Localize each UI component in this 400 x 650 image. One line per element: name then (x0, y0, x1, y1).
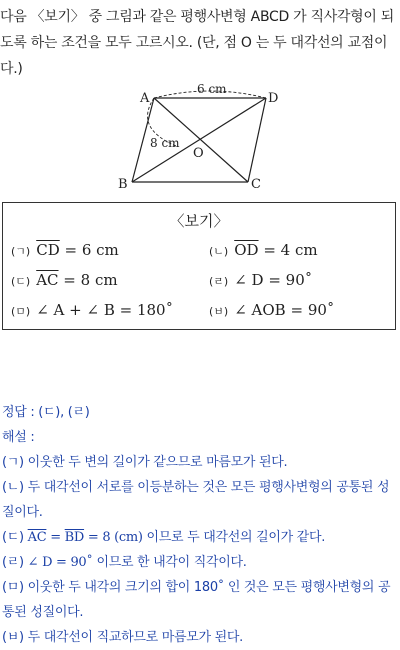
option-6-mark: (ㅂ) (209, 305, 229, 318)
explanation-4 (2, 550, 398, 575)
explanation-4-math: ∠ D = 90˚ (27, 555, 93, 570)
options-box (2, 202, 396, 330)
explanation-5a: (ㅁ) 이웃한 두 내각의 크기의 합이 180˚ 인 것은 모든 평행사변형의 공 (2, 580, 391, 595)
option-5 (11, 301, 173, 319)
option-5-mark: (ㅁ) (11, 305, 31, 318)
option-1-segment: $\overline{CD}$ (36, 241, 60, 259)
label-d: D (268, 91, 279, 106)
side-dc (248, 98, 266, 182)
explanation-3-mark: (ㄷ) (2, 530, 24, 545)
explanation-1: (ㄱ) 이웃한 두 변의 길이가 같으므로 마름모가 된다. (2, 455, 288, 470)
option-2-segment: $\overline{OD}$ (234, 241, 259, 259)
option-2 (209, 241, 318, 259)
option-5-value: ∠ A + ∠ B = 180˚ (36, 301, 174, 319)
explanation-5b: 통된 성질이다. (2, 605, 84, 620)
explanation-6: (ㅂ) 두 대각선이 직교하므로 마름모가 된다. (2, 630, 243, 645)
option-4-value: ∠ D = 90˚ (234, 271, 313, 289)
option-1-mark: (ㄱ) (11, 245, 31, 258)
diag-length-label: 8 cm (150, 136, 180, 150)
label-a: A (140, 91, 150, 106)
option-6 (209, 301, 334, 319)
explanation-3 (2, 525, 398, 550)
option-3-segment: $\overline{AC}$ (36, 271, 59, 289)
answer-label: 정답 : (2, 405, 35, 420)
answer-line (2, 400, 398, 425)
explanation-3-seg-bd: $\overline{BD}$ (64, 530, 85, 545)
option-1-value: = 6 cm (59, 241, 119, 259)
question-text (0, 4, 400, 82)
question-line-1: 다음 〈보기〉 중 그림과 같은 평행사변형 ABCD 가 직사각형이 되 (0, 9, 394, 25)
option-6-value: ∠ AOB = 90˚ (234, 301, 335, 319)
explanation-2b: 질이다. (2, 505, 43, 520)
answer-value: (ㄷ), (ㄹ) (38, 405, 90, 420)
option-4 (209, 271, 312, 289)
explanation-3-value: = 8 (cm) (84, 530, 143, 545)
explanation-2a: (ㄴ) 두 대각선이 서로를 이등분하는 것은 모든 평행사변형의 공통된 성 (2, 480, 390, 495)
label-b: B (118, 177, 128, 192)
explanation-label: 해설 : (2, 430, 35, 445)
top-length-label: 6 cm (197, 82, 227, 96)
explanation-4-mark: (ㄹ) (2, 555, 24, 570)
label-c: C (251, 177, 261, 192)
question-line-2: 도록 하는 조건을 모두 고르시오. (단, 점 O 는 두 대각선의 교점이 (0, 35, 388, 51)
parallelogram-figure (110, 82, 290, 194)
label-o: O (193, 146, 204, 161)
option-3 (11, 271, 118, 289)
explanation-3-eq: = (46, 530, 65, 545)
option-4-mark: (ㄹ) (209, 275, 229, 288)
option-3-value: = 8 cm (58, 271, 118, 289)
option-3-mark: (ㄷ) (11, 275, 31, 288)
question-line-3: 다.) (0, 61, 23, 77)
option-1 (11, 241, 119, 259)
option-2-mark: (ㄴ) (209, 245, 229, 258)
solution-section (2, 400, 398, 650)
explanation-3-seg-ac: $\overline{AC}$ (27, 530, 47, 545)
explanation-4-tail: 이므로 한 내각이 직각이다. (92, 555, 247, 570)
option-2-value: = 4 cm (258, 241, 318, 259)
explanation-3-tail: 이므로 두 대각선의 길이가 같다. (142, 530, 326, 545)
options-title: 〈보기〉 (169, 212, 229, 230)
